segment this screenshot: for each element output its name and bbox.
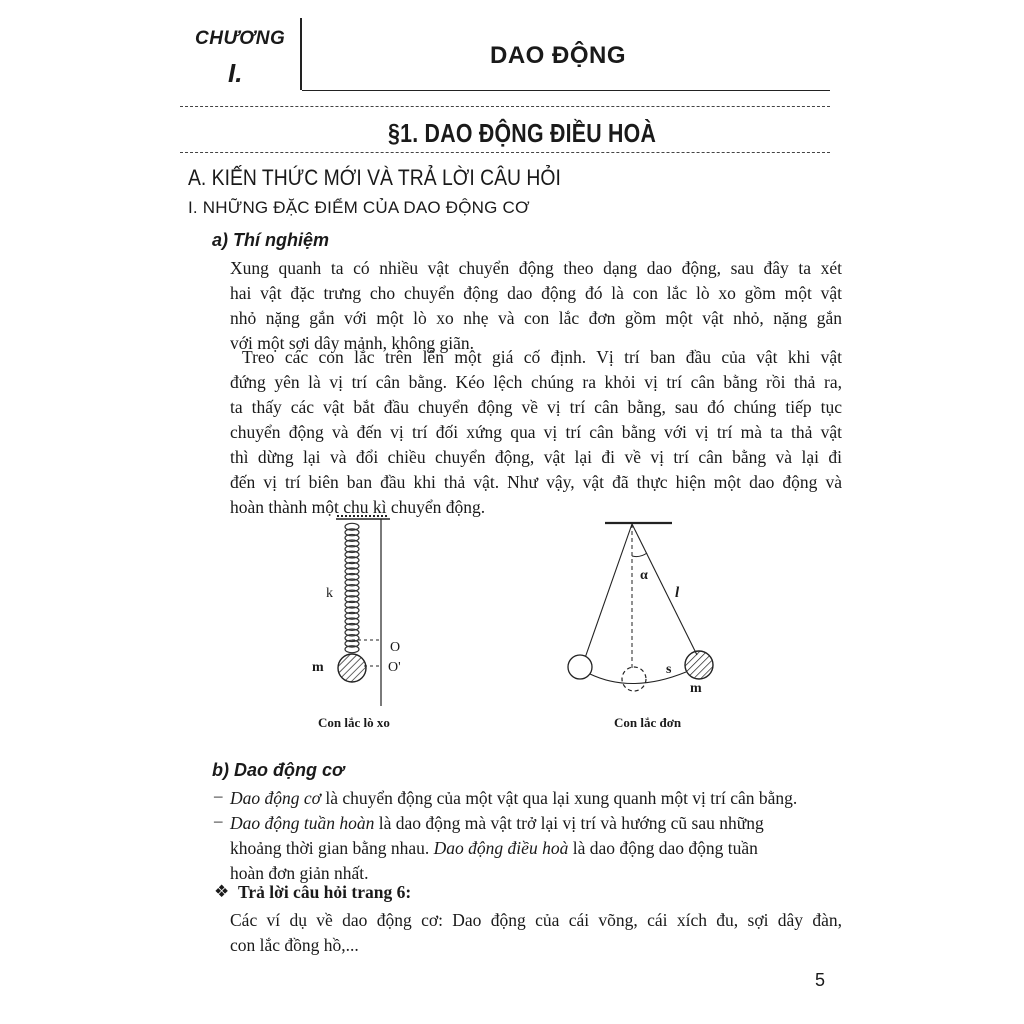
answer-paragraph (230, 908, 842, 958)
spring-mass (338, 654, 366, 682)
pendulum-string-left (585, 524, 632, 658)
item-text: là chuyển động của một vật qua lại xung quanh một vị trí cân bằng. (321, 788, 798, 808)
spring-caption: Con lắc lò xo (318, 715, 390, 730)
text-line: Các ví dụ về dao động cơ: Dao động của cái võng, cái xích đu, sợi dây đàn, (230, 910, 842, 930)
pendulum-string-right (632, 524, 697, 655)
pendulum-label-m: m (690, 681, 702, 696)
term-dao-dong-dieu-hoa: Dao động điều hoà (433, 838, 569, 858)
text-line: đến vị trí biên ban đầu khi thả vật. Như vậy, vật đã thực hiện một dao động và (230, 472, 842, 492)
text-line: con lắc đồng hồ,... (230, 935, 359, 955)
pendulum-caption: Con lắc đơn (614, 715, 682, 730)
text-line: hai vật đặc trưng cho chuyển động dao động đó là con lắc lò xo gồm một vật (230, 283, 842, 303)
text-line (230, 811, 842, 836)
answer-bullet-icon: ❖ (214, 882, 230, 901)
experiment-heading: a) Thí nghiệm (212, 230, 329, 250)
pendulum-mass-right (685, 651, 713, 679)
pendulum-trajectory-arc (590, 672, 686, 684)
pendulum-label-l: l (675, 585, 680, 601)
spring-label-O-prime: O' (388, 660, 401, 675)
item-text: là dao động mà vật trở lại vị trí và hướng cũ sau những (374, 813, 764, 833)
list-dash: – (214, 786, 223, 805)
item-text: khoảng thời gian bằng nhau. (230, 838, 434, 858)
text-line: nhỏ nặng gắn với một lò xo nhẹ và con lắc đơn gồm một vật nhỏ, nặng gắn (230, 308, 842, 328)
item-text: là dao động dao động tuần (568, 838, 758, 858)
text-line: ta thấy các vật bắt đầu chuyển động về vị trí cân bằng, sau đó chúng tiếp tục (230, 397, 842, 417)
term-dao-dong-tuan-hoan: Dao động tuần hoàn (230, 813, 375, 833)
pendulum-label-s: s (666, 662, 672, 677)
answer-heading: Trả lời câu hỏi trang 6: (238, 882, 412, 902)
text-line (230, 786, 842, 811)
text-line: Xung quanh ta có nhiều vật chuyển động theo dạng dao động, sau đây ta xét (230, 258, 842, 278)
simple-pendulum-figure (568, 523, 713, 691)
text-line (230, 836, 842, 861)
part-a-heading: A. KIẾN THỨC MỚI VÀ TRẢ LỜI CÂU HỎI (188, 165, 561, 190)
text-line: đứng yên là vị trí cân bằng. Kéo lệch chúng ra khỏi vị trí cân bằng rồi thả ra, (230, 372, 842, 392)
chapter-number: I. (228, 58, 243, 88)
pendulum-angle-arc (632, 553, 647, 557)
spring-label-m: m (312, 660, 324, 675)
spring-label-O: O (390, 640, 401, 655)
text-line: thì dừng lại và đổi chiều chuyển động, vật lại đi về vị trí cân bằng và lại đi (230, 447, 842, 467)
text-line: hoàn thành một chu kì chuyển động. (230, 497, 486, 517)
pendulum-label-alpha: α (640, 568, 648, 583)
mechanical-item-1 (230, 786, 842, 811)
spring-label-k: k (326, 586, 333, 601)
spring-pendulum-figure (336, 516, 390, 706)
spring-coil (345, 523, 359, 652)
chapter-title: DAO ĐỘNG (490, 42, 626, 69)
mechanical-item-2 (230, 811, 842, 886)
text-line: chuyển động và đến vị trí đối xứng qua vị trí cân bằng với vị trí mà ta thả vật (230, 422, 842, 442)
section-title: §1. DAO ĐỘNG ĐIỀU HOÀ (388, 118, 657, 148)
part-a-subheading: I. NHỮNG ĐẶC ĐIỂM CỦA DAO ĐỘNG CƠ (188, 198, 530, 217)
text-line: Treo các con lắc trên lên một giá cố định. Vị trí ban đầu của vật khi vật (242, 347, 842, 367)
list-dash: – (214, 811, 223, 830)
text-line: hoàn đơn giản nhất. (230, 863, 369, 883)
pendulum-mass-left (568, 655, 592, 679)
term-dao-dong-co: Dao động cơ (230, 788, 321, 808)
text-line: với một sợi dây mảnh, không giãn. (230, 333, 475, 353)
mechanical-heading: b) Dao động cơ (212, 760, 345, 780)
chapter-label: CHƯƠNG (195, 28, 286, 49)
pendulum-mass-equilibrium (622, 667, 646, 691)
page-number: 5 (815, 970, 826, 990)
